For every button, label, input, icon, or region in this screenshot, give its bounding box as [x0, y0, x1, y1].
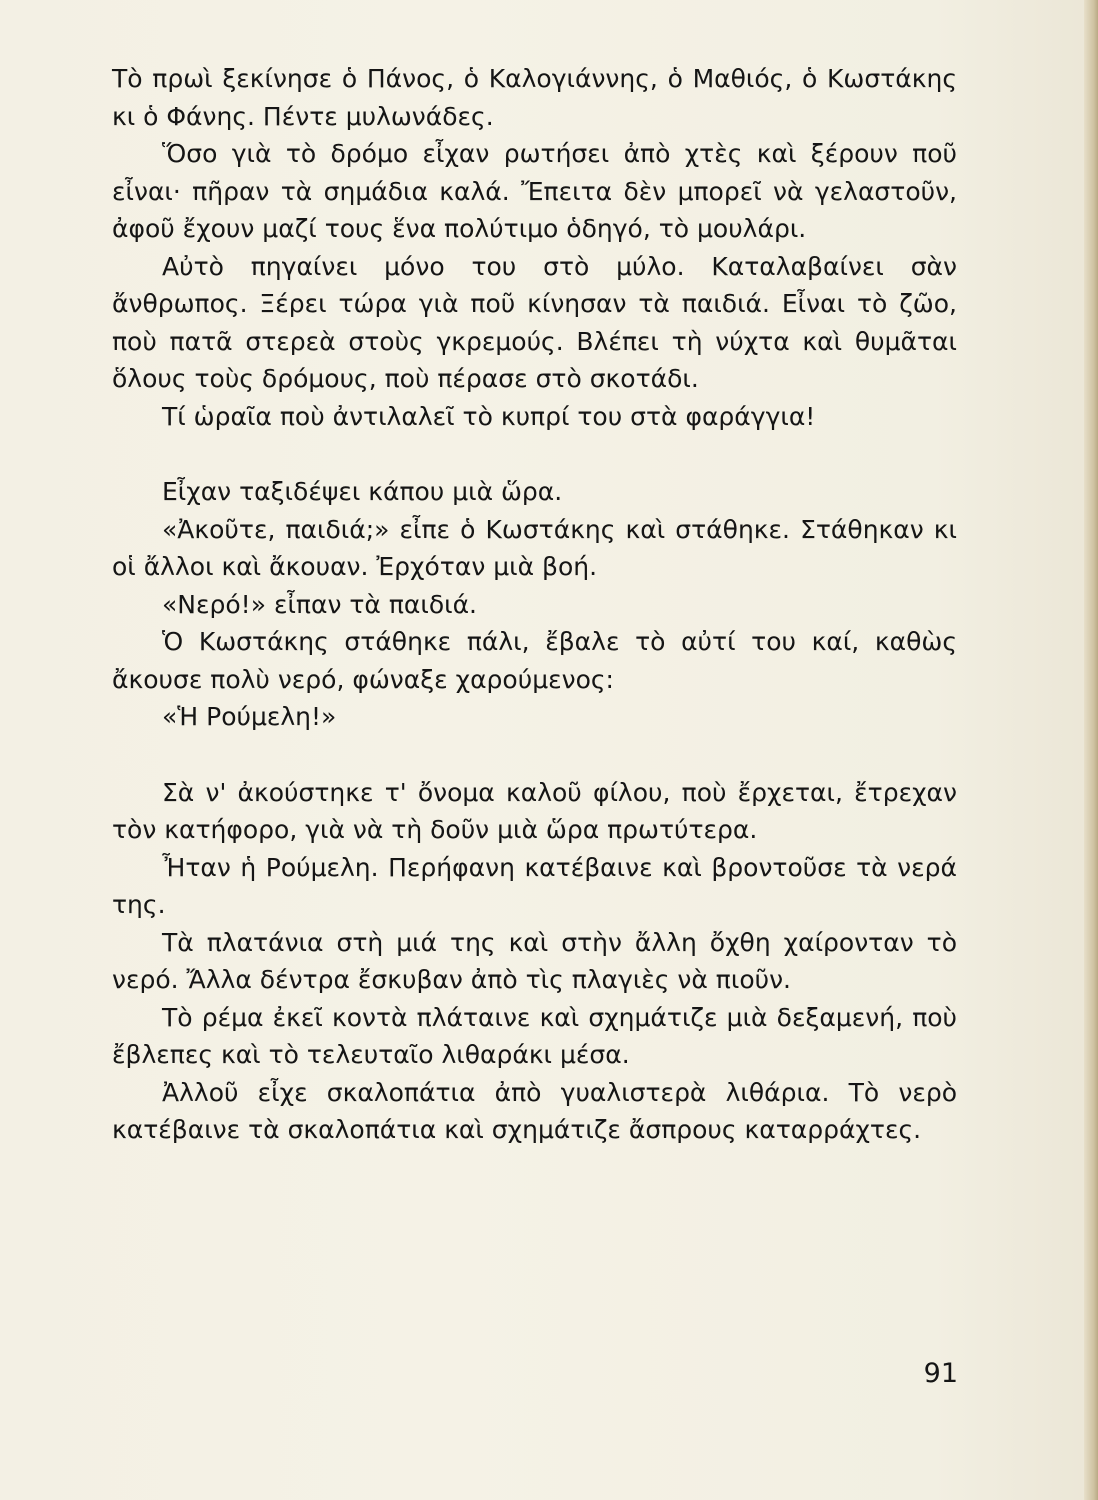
page-number: 91	[923, 1358, 958, 1389]
paragraph: Αὐτὸ πηγαίνει μόνο του στὸ μύλο. Καταλαβαίνει σὰν ἄνθρωπος. Ξέρει τώρα γιὰ ποῦ κίνησαν τὰ παιδιά. Εἶναι τὸ ζῶο, ποὺ πατᾶ στερεὰ στοὺς γκρεμούς. Βλέπει τὴ νύχτα καὶ θυμᾶται ὅλους τοὺς δρόμους, ποὺ πέρασε στὸ σκοτάδι.	[112, 251, 957, 393]
section-break	[112, 435, 957, 473]
paragraph: Τί ὡραῖα ποὺ ἀντιλαλεῖ τὸ κυπρί του στὰ φαράγγια!	[162, 401, 816, 431]
body-text	[112, 60, 957, 1149]
paragraph: Ὁ Κωστάκης στάθηκε πάλι, ἔβαλε τὸ αὐτί του καί, καθὼς ἄκουσε πολὺ νερό, φώναξε χαρούμενος:	[112, 627, 957, 694]
paragraph: «Ἀκοῦτε, παιδιά;» εἶπε ὁ Κωστάκης καὶ στάθηκε. Στάθηκαν κι οἱ ἄλλοι καὶ ἄκουαν. Ἐρχόταν μιὰ βοή.	[112, 514, 957, 581]
paragraph: Τὰ πλατάνια στὴ μιά της καὶ στὴν ἄλλη ὄχθη χαίρονταν τὸ νερό. Ἄλλα δέντρα ἔσκυβαν ἀπὸ τὶς πλαγιὲς νὰ πιοῦν.	[112, 927, 957, 994]
paragraph: Σὰ ν' ἀκούστηκε τ' ὄνομα καλοῦ φίλου, ποὺ ἔρχεται, ἔτρεχαν τὸν κατήφορο, γιὰ νὰ τὴ δοῦν μιὰ ὥρα πρωτύτερα.	[112, 777, 957, 844]
paragraph: Ἦταν ἡ Ρούμελη. Περήφανη κατέβαινε καὶ βροντοῦσε τὰ νερά της.	[112, 852, 957, 919]
paragraph: Ἀλλοῦ εἶχε σκαλοπάτια ἀπὸ γυαλιστερὰ λιθάρια. Τὸ νερὸ κατέβαινε τὰ σκαλοπάτια καὶ σχημάτιζε ἄσπρους καταρράχτες.	[112, 1077, 957, 1144]
paragraph: Τὸ πρωὶ ξεκίνησε ὁ Πάνος, ὁ Καλογιάννης, ὁ Μαθιός, ὁ Κωστάκης κι ὁ Φάνης. Πέντε μυλωνάδες.	[112, 64, 957, 131]
paragraph: «Ἡ Ρούμελη!»	[162, 702, 337, 731]
page-edge	[1084, 0, 1098, 1500]
paragraph: Ὅσο γιὰ τὸ δρόμο εἶχαν ρωτήσει ἀπὸ χτὲς καὶ ξέρουν ποῦ εἶναι· πῆραν τὰ σημάδια καλά. Ἔπειτα δὲν μπορεῖ νὰ γελαστοῦν, ἀφοῦ ἔχουν μαζί τους ἕνα πολύτιμο ὁδηγό, τὸ μουλάρι.	[112, 139, 957, 243]
paragraph: Εἶχαν ταξιδέψει κάπου μιὰ ὥρα.	[162, 477, 563, 506]
paragraph: «Νερό!» εἶπαν τὰ παιδιά.	[162, 589, 478, 619]
paragraph: Τὸ ρέμα ἐκεῖ κοντὰ πλάταινε καὶ σχημάτιζε μιὰ δεξαμενή, ποὺ ἔβλεπες καὶ τὸ τελευταῖο λιθαράκι μέσα.	[112, 1002, 957, 1069]
section-break	[112, 736, 957, 774]
